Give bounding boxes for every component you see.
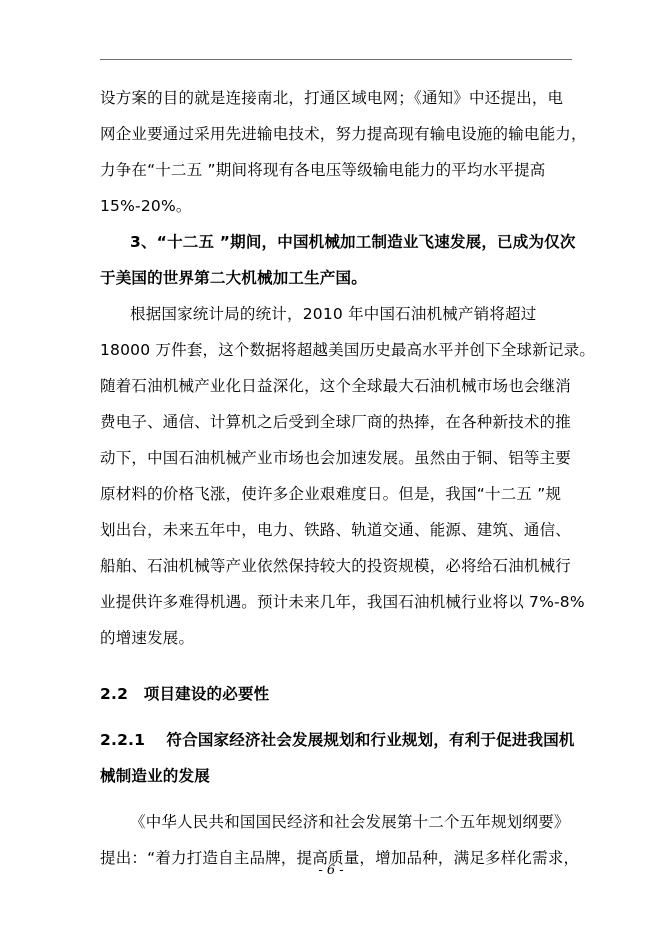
heading-line: 2.2.1 符合国家经济社会发展规划和行业规划，有利于促进我国机 [100,731,575,749]
text-line: 的增速发展。 [100,629,195,647]
document-body [100,80,596,876]
heading-line: 械制造业的发展 [100,767,210,785]
spacer [100,656,572,676]
text-line: 提出：“着力打造自主品牌，提高质量，增加品种，满足多样化需求， [100,849,580,867]
text-line: 根据国家统计局的统计，2010 年中国石油机械产销将超过 [130,305,537,323]
text-line: 原材料的价格飞涨，使许多企业艰难度日。但是，我国“十二五 ”规 [100,485,562,503]
header-rule [100,59,572,60]
text-line: 动下，中国石油机械产业市场也会加速发展。虽然由于铜、铝等主要 [100,449,572,467]
text-line: 划出台，未来五年中，电力、铁路、轨道交通、能源、建筑、通信、 [100,521,572,539]
text-line: 18000 万件套，这个数据将超越美国历史最高水平并创下全球新记录。 [100,341,596,359]
text-line: 力争在“十二五 ”期间将现有各电压等级输电能力的平均水平提高 [100,161,546,179]
page-number: - 6 - [318,863,344,878]
text-line: 《中华人民共和国国民经济和社会发展第十二个五年规划纲要》 [130,813,570,831]
paragraph-petroleum-machinery [100,296,596,656]
text-line: 网企业要通过采用先进输电技术，努力提高现有输电设施的输电能力， [100,125,587,143]
text-line: 设方案的目的就是连接南北，打通区域电网；《通知》中还提出，电 [100,89,564,107]
heading-machinery-development [100,224,576,296]
heading-line: 于美国的世界第二大机械加工生产国。 [100,269,367,287]
section-heading-2-2: 2.2 项目建设的必要性 [100,685,270,703]
text-line: 15%-20%。 [100,197,192,215]
text-line: 业提供许多难得机遇。预计未来几年，我国石油机械行业将以 7%-8% [100,593,585,611]
paragraph-power-grid [100,80,587,224]
heading-line: 3、“十二五 ”期间，中国机械加工制造业飞速发展，已成为仅次 [130,233,576,251]
text-line: 船舶、石油机械等产业依然保持较大的投资规模，必将给石油机械行 [100,557,572,575]
text-line: 费电子、通信、计算机之后受到全球厂商的热捧，在各种新技术的推 [100,413,572,431]
spacer [100,794,572,804]
spacer [100,712,572,722]
section-heading-2-2-1 [100,722,575,794]
text-line: 随着石油机械产业化日益深化，这个全球最大石油机械市场也会继消 [100,377,572,395]
